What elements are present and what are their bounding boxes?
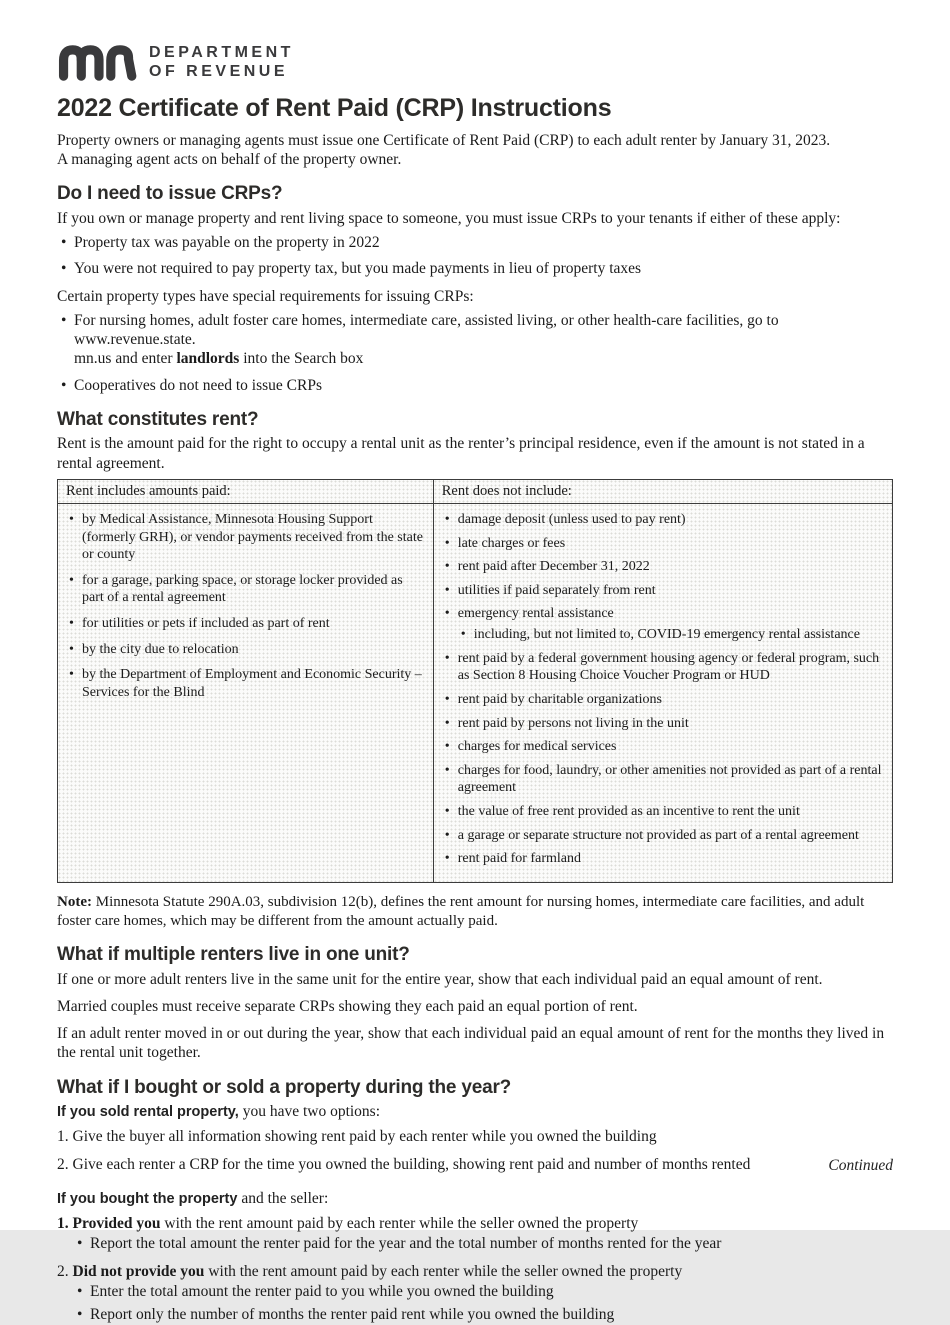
list-item: • rent paid after December 31, 2022 [442, 558, 884, 576]
sold-lead [57, 1102, 893, 1122]
intro-paragraph [57, 131, 893, 169]
logo-dept-line1: DEPARTMENT [149, 44, 294, 62]
bought-option-1-rest: with the rent amount paid by each renter while the seller owned the property [160, 1214, 639, 1232]
bought-lead-bold: If you bought the property [57, 1190, 238, 1207]
section-heading-issue-crps: Do I need to issue CRPs? [57, 183, 283, 205]
list-item: • Property tax was payable on the property in 2022 [57, 233, 893, 252]
bought-option-1-bold: 1. Provided you [57, 1214, 161, 1232]
rent-table-body-row [58, 503, 893, 882]
list-item: • emergency rental assistance [442, 605, 884, 623]
list-item: • rent paid by persons not living in the unit [442, 715, 884, 733]
intro-line1: Property owners or managing agents must issue one Certificate of Rent Paid (CRP) to each adult renter by January 31, 2023. [57, 132, 831, 149]
continued-label: Continued [828, 1157, 893, 1174]
section-heading-multiple-renters: What if multiple renters live in one unit? [57, 944, 410, 966]
bought-option-2-number: 2. [57, 1262, 73, 1280]
rent-includes-cell [58, 503, 434, 882]
bought-option-2-sublist [57, 1282, 893, 1324]
list-item: • rent paid by a federal government housing agency or federal program, such as Section 8 Housing Choice Voucher Program or HUD [442, 650, 884, 685]
list-item: • the value of free rent provided as an incentive to rent the unit [442, 803, 884, 821]
bought-option-2 [57, 1262, 893, 1281]
list-item: • rent paid by charitable organizations [442, 691, 884, 709]
page-title: 2022 Certificate of Rent Paid (CRP) Instructions [57, 94, 612, 122]
list-item: • by the city due to relocation [66, 641, 425, 659]
note-label: Note: [57, 893, 92, 910]
rent-excludes-header: Rent does not include: [433, 479, 892, 503]
list-item: • Enter the total amount the renter paid to you while you owned the building [73, 1282, 893, 1301]
list-item: • You were not required to pay property tax, but you made payments in lieu of property taxes [57, 259, 893, 278]
bought-option-1-sublist [57, 1234, 893, 1253]
special-bullet1-line1: For nursing homes, adult foster care homes, intermediate care, assisted living, or other health-care facilities, go to www.revenue.state. [74, 311, 779, 349]
list-item [57, 311, 893, 369]
bought-lead [57, 1189, 893, 1209]
list-item: • charges for medical services [442, 738, 884, 756]
issue-bullet-list [57, 233, 893, 278]
issue-lead: If you own or manage property and rent living space to someone, you must issue CRPs to your tenants if either of these apply: [57, 209, 841, 227]
list-item: • utilities if paid separately from rent [442, 582, 884, 600]
section-heading-constitutes-rent: What constitutes rent? [57, 408, 259, 430]
issue-special-bullet-list [57, 311, 893, 395]
list-item: • damage deposit (unless used to pay rent) [442, 511, 884, 529]
list-item: • for utilities or pets if included as part of rent [66, 615, 425, 633]
list-item: • Report only the number of months the renter paid rent while you owned the building [73, 1305, 893, 1324]
logo [57, 40, 893, 86]
section-heading-bought-sold: What if I bought or sold a property during the year? [57, 1076, 512, 1098]
sold-lead-rest: you have two options: [238, 1103, 381, 1121]
list-item: • Report the total amount the renter paid for the year and the total number of months rented for the year [73, 1234, 893, 1253]
sold-option-1: 1. Give the buyer all information showing rent paid by each renter while you owned the building [57, 1128, 657, 1146]
list-item: • a garage or separate structure not provided as part of a rental agreement [442, 827, 884, 845]
list-item: • late charges or fees [442, 535, 884, 553]
rent-table-header-row [58, 479, 893, 503]
list-item: • for a garage, parking space, or storage locker provided as part of a rental agreement [66, 572, 425, 607]
note-text: Minnesota Statute 290A.03, subdivision 12(b), defines the rent amount for nursing homes, intermediate care facilities, and adult foster care homes, which may be different from the amount actually paid. [57, 893, 865, 929]
list-item: • by Medical Assistance, Minnesota Housing Support (formerly GRH), or vendor payments received from the state or county [66, 511, 425, 564]
multiple-para-3: If an adult renter moved in or out during the year, show that each individual paid an equal amount of rent for the months they lived in the rental unit together. [57, 1025, 885, 1062]
special-bullet1-bold: landlords [176, 350, 240, 368]
rent-includes-header: Rent includes amounts paid: [58, 479, 434, 503]
multiple-para-1: If one or more adult renters live in the same unit for the entire year, show that each individual paid an equal amount of rent. [57, 970, 823, 988]
rent-excludes-list [442, 511, 884, 868]
mn-logo-icon [57, 40, 139, 86]
rent-table [57, 479, 893, 883]
note-paragraph [57, 893, 893, 930]
list-item: • charges for food, laundry, or other amenities not provided as part of a rental agreement [442, 762, 884, 797]
sold-lead-bold: If you sold rental property, [57, 1104, 239, 1121]
rent-includes-list [66, 511, 425, 702]
bought-option-2-rest: with the rent amount paid by each renter while the seller owned the property [204, 1262, 683, 1280]
list-item: • Cooperatives do not need to issue CRPs [57, 376, 893, 395]
sold-option-2: 2. Give each renter a CRP for the time you owned the building, showing rent paid and number of months rented [57, 1156, 751, 1174]
multiple-para-2: Married couples must receive separate CRPs showing they each paid an equal portion of rent. [57, 997, 638, 1015]
logo-text [149, 44, 294, 82]
list-item: • by the Department of Employment and Economic Security – Services for the Blind [66, 666, 425, 701]
list-item-sub: • including, but not limited to, COVID-19 emergency rental assistance [458, 626, 884, 644]
intro-line2: A managing agent acts on behalf of the property owner. [57, 151, 402, 169]
list-item: • rent paid for farmland [442, 850, 884, 868]
bought-option-2-bold: Did not provide you [72, 1262, 205, 1280]
bought-option-1 [57, 1214, 893, 1233]
bought-lead-rest: and the seller: [237, 1189, 329, 1207]
rent-excludes-cell [433, 503, 892, 882]
rent-lead: Rent is the amount paid for the right to occupy a rental unit as the renter’s principal residence, even if the amount is not stated in a rental agreement. [57, 435, 865, 472]
special-bullet1-line2-post: into the Search box [239, 350, 364, 368]
logo-dept-line2: OF REVENUE [149, 63, 289, 80]
issue-special-lead: Certain property types have special requirements for issuing CRPs: [57, 287, 474, 305]
special-bullet1-line2-pre: mn.us and enter [74, 350, 177, 368]
